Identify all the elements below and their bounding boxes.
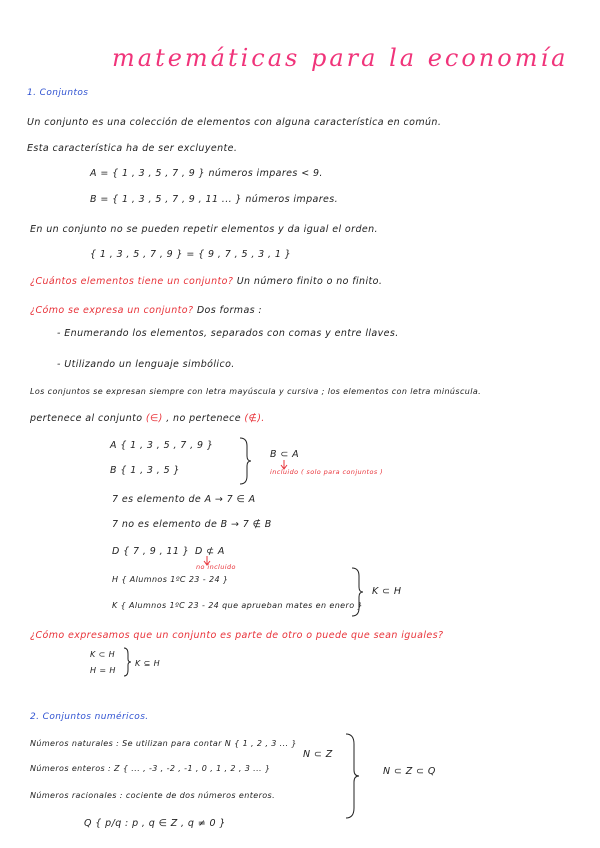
example-set-a: A { 1 , 3 , 5 , 7 , 9 } bbox=[110, 440, 214, 451]
definition-line-1: Un conjunto es una colección de elementos con alguna característica en común. bbox=[27, 117, 442, 128]
rational-set-definition: Q { p/q : p , q ∈ Z , q ≠ 0 } bbox=[84, 818, 226, 829]
n-subset-z-subset-q: N ⊂ Z ⊂ Q bbox=[383, 766, 436, 777]
example-set-h: H { Alumnos 1ºC 23 - 24 } bbox=[112, 575, 229, 584]
section-1-heading: 1. Conjuntos bbox=[27, 88, 89, 98]
brace-ab bbox=[238, 436, 252, 486]
example-set-b: B { 1 , 3 , 5 } bbox=[110, 465, 180, 476]
equality-example: { 1 , 3 , 5 , 7 , 9 } = { 9 , 7 , 5 , 3 , 1 } bbox=[90, 249, 292, 260]
d-not-subset-a: D ⊄ A bbox=[195, 546, 225, 557]
question-elements bbox=[30, 276, 382, 287]
answer-expression-text: Dos formas : bbox=[196, 305, 263, 316]
element-of-a: 7 es elemento de A → 7 ∈ A bbox=[112, 494, 256, 505]
n-subset-z: N ⊂ Z bbox=[303, 749, 333, 760]
k-subset-h: K ⊂ H bbox=[372, 586, 402, 597]
membership-line bbox=[30, 413, 265, 424]
not-included-note: no incluido bbox=[196, 563, 236, 571]
set-a-example: A = { 1 , 3 , 5 , 7 , 9 } números impares < 9. bbox=[90, 168, 323, 179]
membership-pre: pertenece al conjunto bbox=[30, 413, 143, 424]
membership-out-symbol: (∉). bbox=[244, 413, 265, 424]
question-elements-text: ¿Cuántos elementos tiene un conjunto? bbox=[30, 276, 234, 287]
section-2-heading: 2. Conjuntos numéricos. bbox=[30, 712, 149, 722]
membership-in-symbol: (∈) bbox=[145, 413, 163, 424]
question-expression-text: ¿Cómo se expresa un conjunto? bbox=[30, 305, 194, 316]
relation-h-equals-h: H = H bbox=[90, 666, 116, 675]
brace-relations bbox=[122, 646, 132, 678]
set-b-example: B = { 1 , 3 , 5 , 7 , 9 , 11 ... } números impares. bbox=[90, 194, 339, 205]
brace-hk bbox=[350, 566, 364, 618]
bullet-symbolic: - Utilizando un lenguaje simbólico. bbox=[57, 359, 235, 370]
relation-k-subset-h: K ⊂ H bbox=[90, 650, 116, 659]
order-note: En un conjunto no se pueden repetir elementos y da igual el orden. bbox=[30, 224, 378, 235]
membership-mid: , no pertenece bbox=[166, 413, 241, 424]
page-title: matemáticas para la economía bbox=[112, 44, 569, 72]
natural-numbers: Números naturales : Se utilizan para contar N { 1 , 2 , 3 ... } bbox=[30, 739, 297, 748]
relation-k-subseteq-h: K ⊆ H bbox=[135, 659, 161, 668]
definition-line-2: Esta característica ha de ser excluyente. bbox=[27, 143, 238, 154]
notation-rule: Los conjuntos se expresan siempre con letra mayúscula y cursiva ; los elementos con letra minúscula. bbox=[30, 387, 482, 396]
not-element-of-b: 7 no es elemento de B → 7 ∉ B bbox=[112, 519, 272, 530]
example-set-d: D { 7 , 9 , 11 } bbox=[112, 546, 190, 557]
question-subset-or-equal: ¿Cómo expresamos que un conjunto es parte de otro o puede que sean iguales? bbox=[30, 630, 444, 641]
bullet-enumerate: - Enumerando los elementos, separados con comas y entre llaves. bbox=[57, 328, 399, 339]
included-note: incluido ( solo para conjuntos ) bbox=[270, 468, 384, 476]
question-expression bbox=[30, 305, 262, 316]
example-set-k: K { Alumnos 1ºC 23 - 24 que aprueban mates en enero } bbox=[112, 601, 363, 610]
integer-numbers: Números enteros : Z { ... , -3 , -2 , -1 , 0 , 1 , 2 , 3 ... } bbox=[30, 764, 271, 773]
brace-numeric-sets bbox=[344, 732, 360, 820]
b-subset-a: B ⊂ A bbox=[270, 449, 300, 460]
answer-elements-text: Un número finito o no finito. bbox=[236, 276, 383, 287]
rational-numbers: Números racionales : cociente de dos números enteros. bbox=[30, 791, 276, 800]
